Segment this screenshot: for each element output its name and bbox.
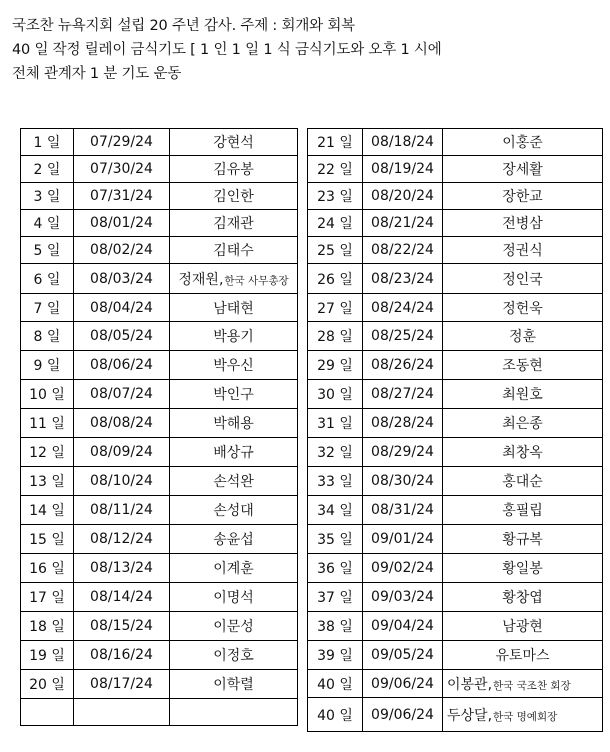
- person-name: 박용기: [213, 329, 254, 345]
- person-name: 정훈: [508, 329, 537, 345]
- table-row: [21, 210, 298, 237]
- date-cell: 08/29/24: [363, 438, 443, 467]
- name-cell: [170, 210, 298, 237]
- day-cell: 28 일: [308, 322, 363, 351]
- person-name: 황창엽: [502, 590, 543, 606]
- table-row: [308, 554, 603, 583]
- person-title-note: 한국 국조찬 회장: [493, 679, 571, 692]
- table-row: [21, 699, 298, 726]
- document-header: [12, 14, 602, 86]
- table-row: [21, 525, 298, 554]
- day-cell: 21 일: [308, 129, 363, 156]
- day-cell: 14 일: [21, 496, 74, 525]
- table-row: [308, 210, 603, 237]
- day-cell: 5 일: [21, 237, 74, 264]
- date-cell: 08/21/24: [363, 210, 443, 237]
- person-name: 두상달,: [447, 707, 493, 724]
- date-cell: 08/20/24: [363, 183, 443, 210]
- table-row: [21, 380, 298, 409]
- person-name: 박우신: [213, 358, 254, 374]
- table-row: [308, 409, 603, 438]
- name-cell: [170, 264, 298, 294]
- table-row: [21, 322, 298, 351]
- name-cell: [443, 156, 603, 183]
- name-cell: [443, 210, 603, 237]
- name-cell: [443, 237, 603, 264]
- name-cell: [170, 351, 298, 380]
- date-cell: 08/03/24: [74, 264, 170, 294]
- day-cell: 2 일: [21, 156, 74, 183]
- name-cell: [170, 237, 298, 264]
- name-cell: [170, 554, 298, 583]
- person-name: 남태현: [213, 300, 254, 317]
- day-cell: 22 일: [308, 156, 363, 183]
- name-cell: [170, 525, 298, 554]
- day-cell: 35 일: [308, 525, 363, 554]
- date-cell: 08/26/24: [363, 351, 443, 380]
- person-name: 홍대순: [502, 474, 543, 490]
- name-cell: [170, 438, 298, 467]
- date-cell: 09/03/24: [363, 583, 443, 612]
- date-cell: 09/04/24: [363, 612, 443, 641]
- person-name: 김태수: [213, 243, 254, 259]
- table-row: [21, 496, 298, 525]
- date-cell: 09/06/24: [363, 698, 443, 732]
- table-row: [308, 156, 603, 183]
- table-row: [21, 554, 298, 583]
- name-cell: [443, 612, 603, 641]
- table-row: [21, 467, 298, 496]
- name-cell: [443, 554, 603, 583]
- date-cell: 08/07/24: [74, 380, 170, 409]
- name-cell: [443, 409, 603, 438]
- person-name: 박해용: [213, 416, 254, 432]
- name-cell: [170, 380, 298, 409]
- date-cell: 08/16/24: [74, 641, 170, 670]
- table-row: [21, 409, 298, 438]
- name-cell: [443, 380, 603, 409]
- person-name: 남광현: [502, 619, 543, 635]
- date-cell: 08/22/24: [363, 237, 443, 264]
- date-cell: 09/06/24: [363, 670, 443, 698]
- name-cell: [443, 698, 603, 732]
- person-name: 김유봉: [213, 162, 254, 178]
- name-cell: [443, 670, 603, 698]
- name-cell: [443, 129, 603, 156]
- table-row: [21, 583, 298, 612]
- date-cell: 08/24/24: [363, 294, 443, 322]
- day-cell: 13 일: [21, 467, 74, 496]
- table-row: [308, 583, 603, 612]
- day-cell: 27 일: [308, 294, 363, 322]
- date-cell: 08/13/24: [74, 554, 170, 583]
- day-cell: 7 일: [21, 294, 74, 322]
- table-row: [308, 467, 603, 496]
- table-row: [308, 380, 603, 409]
- person-name: 김인한: [213, 189, 254, 205]
- date-cell: 08/27/24: [363, 380, 443, 409]
- table-row: [21, 237, 298, 264]
- person-name: 유토마스: [495, 648, 550, 664]
- person-name: 최은종: [502, 416, 543, 432]
- day-cell: 24 일: [308, 210, 363, 237]
- name-cell: [170, 467, 298, 496]
- name-cell: [170, 699, 298, 726]
- person-name: 정재원,: [178, 271, 224, 288]
- name-cell: [170, 612, 298, 641]
- table-row: [21, 612, 298, 641]
- table-row: [21, 438, 298, 467]
- name-cell: [443, 467, 603, 496]
- date-cell: 09/01/24: [363, 525, 443, 554]
- date-cell: 08/10/24: [74, 467, 170, 496]
- person-name: 강현석: [213, 135, 254, 151]
- table-row: [308, 525, 603, 554]
- day-cell: 39 일: [308, 641, 363, 670]
- person-name: 황규복: [502, 532, 543, 548]
- day-cell: 30 일: [308, 380, 363, 409]
- date-cell: 08/25/24: [363, 322, 443, 351]
- table-row: [21, 294, 298, 322]
- day-cell: 36 일: [308, 554, 363, 583]
- day-cell: 4 일: [21, 210, 74, 237]
- day-cell: 33 일: [308, 467, 363, 496]
- header-line-1: 국조찬 뉴욕지회 설립 20 주년 감사. 주제 : 회개와 회복: [12, 18, 355, 34]
- name-cell: [170, 129, 298, 156]
- table-row: [21, 670, 298, 699]
- date-cell: 08/28/24: [363, 409, 443, 438]
- day-cell: 9 일: [21, 351, 74, 380]
- table-row: [308, 322, 603, 351]
- day-cell: 26 일: [308, 264, 363, 294]
- table-row: [308, 641, 603, 670]
- person-name: 손성대: [213, 503, 254, 519]
- day-cell: 19 일: [21, 641, 74, 670]
- person-name: 이학렬: [213, 677, 254, 693]
- date-cell: 08/30/24: [363, 467, 443, 496]
- day-cell: 34 일: [308, 496, 363, 525]
- name-cell: [443, 322, 603, 351]
- prayer-schedule-table-left: [20, 128, 298, 726]
- day-cell: 12 일: [21, 438, 74, 467]
- person-name: 이계훈: [213, 561, 254, 577]
- day-cell: 3 일: [21, 183, 74, 210]
- day-cell: 10 일: [21, 380, 74, 409]
- table-row: [21, 129, 298, 156]
- day-cell: 29 일: [308, 351, 363, 380]
- header-line-3: 전체 관계자 1 분 기도 운동: [12, 66, 182, 82]
- name-cell: [170, 294, 298, 322]
- person-name: 정권식: [502, 243, 543, 259]
- date-cell: [74, 699, 170, 726]
- name-cell: [170, 409, 298, 438]
- table-row: [308, 129, 603, 156]
- date-cell: 07/31/24: [74, 183, 170, 210]
- name-cell: [443, 351, 603, 380]
- day-cell: 6 일: [21, 264, 74, 294]
- name-cell: [170, 670, 298, 699]
- day-cell: [21, 699, 74, 726]
- day-cell: 16 일: [21, 554, 74, 583]
- person-title-note: 한국 명예회장: [493, 710, 558, 723]
- day-cell: 1 일: [21, 129, 74, 156]
- person-name: 정헌욱: [502, 300, 543, 317]
- name-cell: [170, 496, 298, 525]
- date-cell: 08/17/24: [74, 670, 170, 699]
- day-cell: 40 일: [308, 670, 363, 698]
- person-name: 최창옥: [502, 445, 543, 461]
- person-name: 이문성: [213, 619, 254, 635]
- date-cell: 08/31/24: [363, 496, 443, 525]
- person-name: 이명석: [213, 590, 254, 606]
- person-name: 최원호: [502, 387, 543, 403]
- name-cell: [170, 322, 298, 351]
- person-name: 박인구: [213, 387, 254, 403]
- name-cell: [443, 641, 603, 670]
- table-row: [308, 496, 603, 525]
- date-cell: 07/29/24: [74, 129, 170, 156]
- date-cell: 08/02/24: [74, 237, 170, 264]
- table-row: [21, 641, 298, 670]
- name-cell: [443, 525, 603, 554]
- table-row: [308, 698, 603, 732]
- person-name: 이봉관,: [447, 676, 493, 693]
- day-cell: 20 일: [21, 670, 74, 699]
- table-row: [308, 351, 603, 380]
- day-cell: 17 일: [21, 583, 74, 612]
- table-row: [21, 183, 298, 210]
- name-cell: [443, 183, 603, 210]
- date-cell: 08/01/24: [74, 210, 170, 237]
- table-row: [308, 612, 603, 641]
- name-cell: [170, 583, 298, 612]
- day-cell: 25 일: [308, 237, 363, 264]
- day-cell: 11 일: [21, 409, 74, 438]
- day-cell: 31 일: [308, 409, 363, 438]
- name-cell: [443, 264, 603, 294]
- date-cell: 08/19/24: [363, 156, 443, 183]
- person-name: 배상규: [213, 445, 254, 461]
- date-cell: 08/04/24: [74, 294, 170, 322]
- date-cell: 08/23/24: [363, 264, 443, 294]
- day-cell: 18 일: [21, 612, 74, 641]
- day-cell: 32 일: [308, 438, 363, 467]
- person-name: 김재관: [213, 216, 254, 232]
- table-row: [308, 183, 603, 210]
- person-name: 조동현: [502, 358, 543, 374]
- date-cell: 08/12/24: [74, 525, 170, 554]
- person-name: 이홍준: [502, 135, 543, 151]
- date-cell: 08/18/24: [363, 129, 443, 156]
- name-cell: [443, 496, 603, 525]
- table-row: [308, 670, 603, 698]
- name-cell: [170, 641, 298, 670]
- date-cell: 08/11/24: [74, 496, 170, 525]
- table-row: [308, 294, 603, 322]
- person-name: 전병삼: [502, 216, 543, 232]
- person-name: 손석완: [213, 474, 254, 490]
- date-cell: 08/05/24: [74, 322, 170, 351]
- date-cell: 08/14/24: [74, 583, 170, 612]
- day-cell: 15 일: [21, 525, 74, 554]
- date-cell: 08/09/24: [74, 438, 170, 467]
- name-cell: [443, 583, 603, 612]
- date-cell: 07/30/24: [74, 156, 170, 183]
- date-cell: 08/08/24: [74, 409, 170, 438]
- date-cell: 08/15/24: [74, 612, 170, 641]
- table-row: [308, 264, 603, 294]
- date-cell: 09/05/24: [363, 641, 443, 670]
- table-row: [21, 264, 298, 294]
- day-cell: 8 일: [21, 322, 74, 351]
- person-name: 장세활: [502, 162, 543, 178]
- person-title-note: 한국 사무총장: [224, 274, 289, 287]
- day-cell: 23 일: [308, 183, 363, 210]
- table-row: [308, 438, 603, 467]
- name-cell: [170, 183, 298, 210]
- name-cell: [443, 294, 603, 322]
- person-name: 장한교: [502, 189, 543, 205]
- header-line-2: 40 일 작정 릴레이 금식기도 [ 1 인 1 일 1 식 금식기도와 오후 1 시에: [12, 42, 442, 58]
- day-cell: 40 일: [308, 698, 363, 732]
- day-cell: 38 일: [308, 612, 363, 641]
- person-name: 황일봉: [502, 561, 543, 577]
- table-row: [21, 351, 298, 380]
- date-cell: 08/06/24: [74, 351, 170, 380]
- person-name: 홍필립: [502, 503, 543, 519]
- prayer-schedule-table-right: [307, 128, 603, 732]
- table-row: [21, 156, 298, 183]
- date-cell: 09/02/24: [363, 554, 443, 583]
- name-cell: [443, 438, 603, 467]
- person-name: 정인국: [502, 271, 543, 288]
- day-cell: 37 일: [308, 583, 363, 612]
- person-name: 송윤섭: [213, 532, 254, 548]
- name-cell: [170, 156, 298, 183]
- person-name: 이정호: [213, 648, 254, 664]
- table-row: [308, 237, 603, 264]
